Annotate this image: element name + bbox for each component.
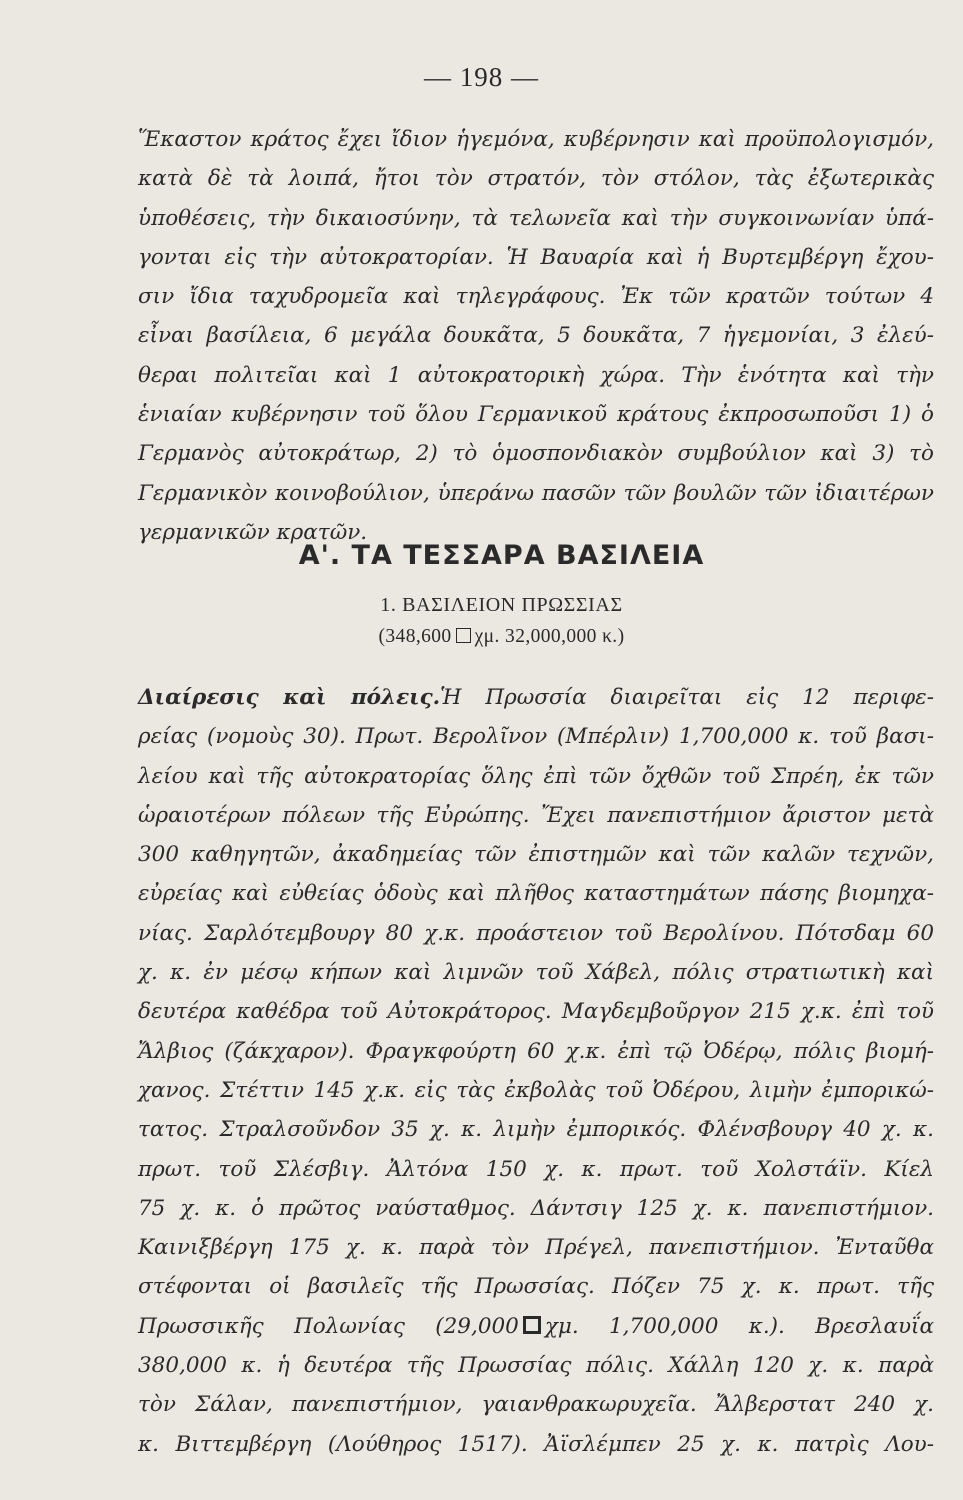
- text-line: ρείας (νομοὺς 30). Πρωτ. Βερολῖνον (Μπέρλιν) 1,700,000 κ. τοῦ βασι-: [138, 724, 934, 750]
- text-line: κ. Βιττεμβέργη (Λούθηρος 1517). Ἀϊσλέμπεν 25 χ. κ. πατρὶς Λου-: [138, 1431, 934, 1457]
- text-line: ὡραιοτέρων πόλεων τῆς Εὐρώπης. Ἔχει πανεπιστήμιον ἄριστον μετὰ: [138, 802, 934, 828]
- text-line: [138, 1307, 934, 1346]
- text-line: εἶναι βασίλεια, 6 μεγάλα δουκᾶτα, 5 δουκᾶτα, 7 ἡγεμονίαι, 3 ἐλεύ-: [138, 323, 934, 349]
- text-line: πρωτ. τοῦ Σλέσβιγ. Ἀλτόνα 150 χ. κ. πρωτ. τοῦ Χολστάϊν. Κίελ: [138, 1156, 934, 1182]
- section-heading: Α'. ΤΑ ΤΕΣΣΑΡΑ ΒΑΣΙΛΕΙΑ: [298, 540, 705, 571]
- text-line: Καινιξβέργη 175 χ. κ. παρὰ τὸν Πρέγελ, πανεπιστήμιον. Ἐνταῦθα: [138, 1235, 934, 1261]
- text-line: ὑποθέσεις, τὴν δικαιοσύνην, τὰ τελωνεῖα καὶ τὴν συγκοινωνίαν ὑπά-: [138, 205, 934, 231]
- section-subheading: 1. ΒΑΣΙΛΕΙΟΝ ΠΡΩΣΣΙΑΣ: [380, 594, 623, 616]
- text-line: τατος. Στραλσοῦνδον 35 χ. κ. λιμὴν ἐμπορικός. Φλένσβουργ 40 χ. κ.: [138, 1117, 934, 1143]
- text-line: δευτέρα καθέδρα τοῦ Αὐτοκράτορος. Μαγδεμβοῦργον 215 χ.κ. ἐπὶ τοῦ: [138, 999, 934, 1025]
- intro-paragraph: [138, 120, 934, 552]
- text-line: νίας. Σαρλότεμβουργ 80 χ.κ. προάστειον τοῦ Βερολίνου. Πότσδαμ 60: [138, 920, 934, 946]
- square-symbol-icon: [523, 1316, 541, 1334]
- text-line: γερμανικῶν κρατῶν.: [138, 519, 368, 545]
- area-prefix: (348,600: [378, 626, 452, 647]
- text-line: θεραι πολιτεῖαι καὶ 1 αὐτοκρατορικὴ χώρα. Τὴν ἑνότητα καὶ τὴν: [138, 362, 934, 388]
- text-line: στέφονται οἱ βασιλεῖς τῆς Πρωσσίας. Πόζεν 75 χ. κ. πρωτ. τῆς: [138, 1274, 934, 1300]
- text-line: χανος. Στέττιν 145 χ.κ. εἰς τὰς ἐκβολὰς τοῦ Ὀδέρου, λιμὴν ἐμπορικώ-: [138, 1077, 934, 1103]
- text-line: 380,000 κ. ἡ δευτέρα τῆς Πρωσσίας πόλις. Χάλλη 120 χ. κ. παρὰ: [138, 1353, 934, 1379]
- text-line: Γερμανικὸν κοινοβούλιον, ὑπεράνω πασῶν τῶν βουλῶν τῶν ἰδιαιτέρων: [138, 480, 934, 506]
- area-population-line: [0, 626, 963, 648]
- text-line: λείου καὶ τῆς αὐτοκρατορίας ὅλης ἐπὶ τῶν ὄχθῶν τοῦ Σπρέη, ἐκ τῶν: [138, 763, 934, 789]
- text-line: γονται εἰς τὴν αὐτοκρατορίαν. Ἡ Βαυαρία καὶ ἡ Βυρτεμβέργη ἔχου-: [138, 244, 934, 270]
- text-line: εὐρείας καὶ εὐθείας ὁδοὺς καὶ πλῆθος καταστημάτων πάσης βιομηχα-: [138, 881, 934, 907]
- text-line: [138, 678, 934, 717]
- text-line: τὸν Σάλαν, πανεπιστήμιον, γαιανθρακωρυχεῖα. Ἄλβερστατ 240 χ.: [138, 1392, 934, 1418]
- text-line: σιν ἴδια ταχυδρομεῖα καὶ τηλεγράφους. Ἐκ τῶν κρατῶν τούτων 4: [138, 284, 934, 310]
- text-line: Γερμανὸς αὐτοκράτωρ, 2) τὸ ὁμοσπονδιακὸν συμβούλιον καὶ 3) τὸ: [138, 441, 934, 467]
- page-number: — 198 —: [424, 62, 539, 92]
- text-line: 75 χ. κ. ὁ πρῶτος ναύσταθμος. Δάντσιγ 125 χ. κ. πανεπιστήμιον.: [138, 1195, 934, 1221]
- text-line: 300 καθηγητῶν, ἀκαδημείας τῶν ἐπιστημῶν καὶ τῶν καλῶν τεχνῶν,: [138, 842, 934, 868]
- text-line: Ἄλβιος (ζάκχαρον). Φραγκφούρτη 60 χ.κ. ἐπὶ τῷ Ὀδέρῳ, πόλις βιομή-: [138, 1038, 934, 1064]
- posen-prefix: Πρωσσικῆς Πολωνίας (29,000: [138, 1313, 519, 1339]
- paragraph-lead-in: Διαίρεσις καὶ πόλεις.: [138, 685, 441, 710]
- first-line-rest: Ἡ Πρωσσία διαιρεῖται εἰς 12 περιφε-: [440, 685, 934, 710]
- square-symbol-icon: [456, 628, 471, 643]
- divisions-paragraph: [138, 678, 934, 1464]
- area-suffix: χμ. 32,000,000 κ.): [474, 626, 625, 647]
- text-line: κατὰ δὲ τὰ λοιπά, ἤτοι τὸν στρατόν, τὸν στόλον, τὰς ἐξωτερικὰς: [138, 166, 934, 192]
- text-line: χ. κ. ἐν μέσῳ κήπων καὶ λιμνῶν τοῦ Χάβελ, πόλις στρατιωτικὴ καὶ: [138, 960, 934, 986]
- text-line: ἑνιαίαν κυβέρνησιν τοῦ ὅλου Γερμανικοῦ κράτους ἐκπροσωποῦσι 1) ὁ: [138, 402, 934, 428]
- posen-suffix: χμ. 1,700,000 κ.). Βρεσλαυΐα: [544, 1313, 934, 1339]
- text-line: Ἕκαστον κράτος ἔχει ἴδιον ἡγεμόνα, κυβέρνησιν καὶ προϋπολογισμόν,: [138, 127, 934, 152]
